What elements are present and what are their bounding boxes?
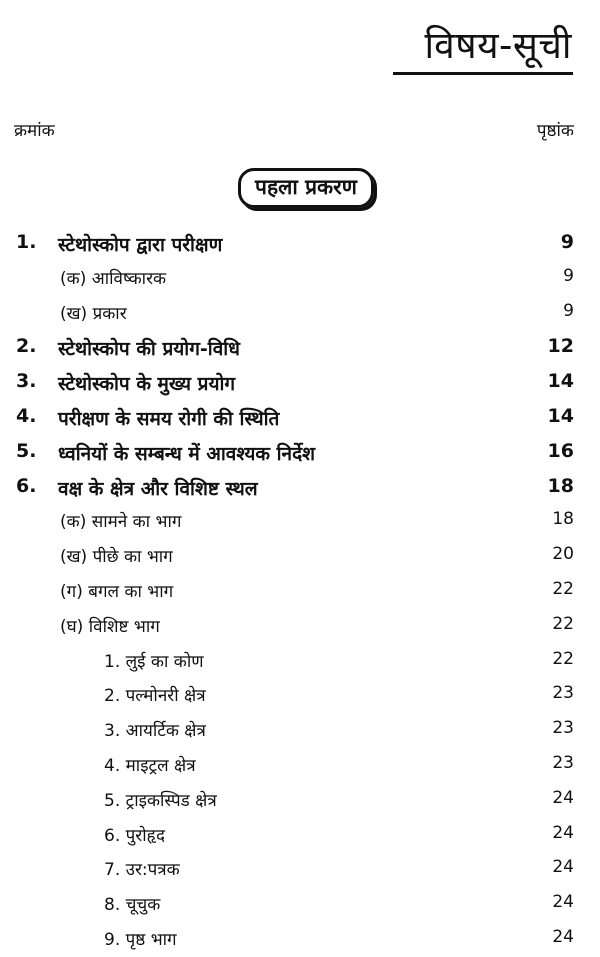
entry-page: 24 bbox=[552, 787, 574, 808]
entry-label: (ग) बगल का भाग bbox=[60, 581, 174, 602]
entry-label: वक्ष के क्षेत्र और विशिष्ट स्थल bbox=[58, 477, 258, 500]
entry-page: 14 bbox=[547, 404, 574, 427]
toc-subsubentry bbox=[0, 852, 600, 887]
entry-page: 14 bbox=[547, 370, 574, 393]
entry-page: 22 bbox=[552, 578, 574, 599]
chapter-heading: पहला प्रकरण bbox=[238, 168, 374, 208]
entry-label: 2. पल्मोनरी क्षेत्र bbox=[104, 686, 206, 707]
entry-page: 24 bbox=[552, 857, 574, 878]
page-title: विषय-सूची bbox=[424, 24, 572, 67]
toc-subsubentry bbox=[0, 644, 600, 679]
entry-label: 6. पुरोहृद bbox=[104, 825, 166, 846]
entry-page: 12 bbox=[547, 335, 574, 358]
entry-label: 4. माइट्रल क्षेत्र bbox=[104, 755, 196, 776]
entry-page: 24 bbox=[552, 926, 574, 947]
entry-label: परीक्षण के समय रोगी की स्थिति bbox=[58, 407, 280, 430]
entry-number: 4. bbox=[16, 404, 37, 427]
entry-number: 6. bbox=[16, 474, 37, 497]
toc-subsubentry bbox=[0, 818, 600, 853]
entry-label: (क) आविष्कारक bbox=[60, 268, 167, 289]
toc-subsubentry bbox=[0, 922, 600, 957]
entry-label: स्टेथोस्कोप के मुख्य प्रयोग bbox=[58, 373, 236, 396]
entry-label: (घ) विशिष्ट भाग bbox=[60, 616, 160, 637]
toc-list bbox=[0, 226, 600, 957]
toc-entry bbox=[0, 435, 600, 470]
entry-page: 22 bbox=[552, 648, 574, 669]
toc-subsubentry bbox=[0, 748, 600, 783]
entry-label: (ख) प्रकार bbox=[60, 303, 127, 324]
toc-subsubentry bbox=[0, 713, 600, 748]
entry-page: 9 bbox=[560, 231, 574, 253]
entry-label: स्टेथोस्कोप द्वारा परीक्षण bbox=[58, 234, 223, 256]
entry-page: 24 bbox=[552, 822, 574, 843]
toc-subentry bbox=[0, 261, 600, 296]
entry-page: 9 bbox=[563, 265, 574, 286]
toc-subentry bbox=[0, 574, 600, 609]
toc-subentry bbox=[0, 296, 600, 331]
entry-number: 5. bbox=[16, 439, 37, 462]
entry-label: (क) सामने का भाग bbox=[60, 512, 182, 533]
entry-page: 18 bbox=[547, 474, 574, 497]
title-underline bbox=[393, 72, 573, 75]
entry-page: 20 bbox=[552, 544, 574, 565]
toc-entry bbox=[0, 226, 600, 261]
entry-page: 22 bbox=[552, 613, 574, 634]
entry-page: 18 bbox=[552, 509, 574, 530]
chapter-heading-wrap bbox=[0, 168, 600, 208]
entry-label: 5. ट्राइकस्पिड क्षेत्र bbox=[104, 790, 217, 811]
toc-entry bbox=[0, 400, 600, 435]
entry-label: 8. चूचुक bbox=[104, 895, 161, 916]
toc-subentry bbox=[0, 539, 600, 574]
page-column-header: पृष्ठांक bbox=[536, 121, 574, 141]
entry-page: 24 bbox=[552, 892, 574, 913]
entry-number: 1. bbox=[16, 231, 37, 253]
serial-column-header: क्रमांक bbox=[14, 121, 55, 141]
entry-label: (ख) पीछे का भाग bbox=[60, 547, 173, 568]
toc-subsubentry bbox=[0, 783, 600, 818]
toc-entry bbox=[0, 330, 600, 365]
toc-entry bbox=[0, 470, 600, 505]
entry-label: स्टेथोस्कोप की प्रयोग-विधि bbox=[58, 338, 240, 361]
entry-page: 23 bbox=[552, 752, 574, 773]
toc-subsubentry bbox=[0, 887, 600, 922]
entry-page: 23 bbox=[552, 683, 574, 704]
toc-entry bbox=[0, 365, 600, 400]
entry-page: 23 bbox=[552, 718, 574, 739]
entry-label: 1. लुई का कोण bbox=[104, 651, 204, 672]
toc-subentry bbox=[0, 609, 600, 644]
entry-label: 9. पृष्ठ भाग bbox=[104, 929, 177, 950]
entry-label: 7. उर:पत्रक bbox=[104, 860, 180, 881]
entry-page: 16 bbox=[547, 439, 574, 462]
toc-subsubentry bbox=[0, 678, 600, 713]
entry-label: 3. आयर्टिक क्षेत्र bbox=[104, 721, 206, 742]
toc-subentry bbox=[0, 504, 600, 539]
entry-page: 9 bbox=[563, 300, 574, 321]
entry-label: ध्वनियों के सम्बन्ध में आवश्यक निर्देश bbox=[58, 442, 316, 465]
entry-number: 3. bbox=[16, 370, 37, 393]
entry-number: 2. bbox=[16, 335, 37, 358]
